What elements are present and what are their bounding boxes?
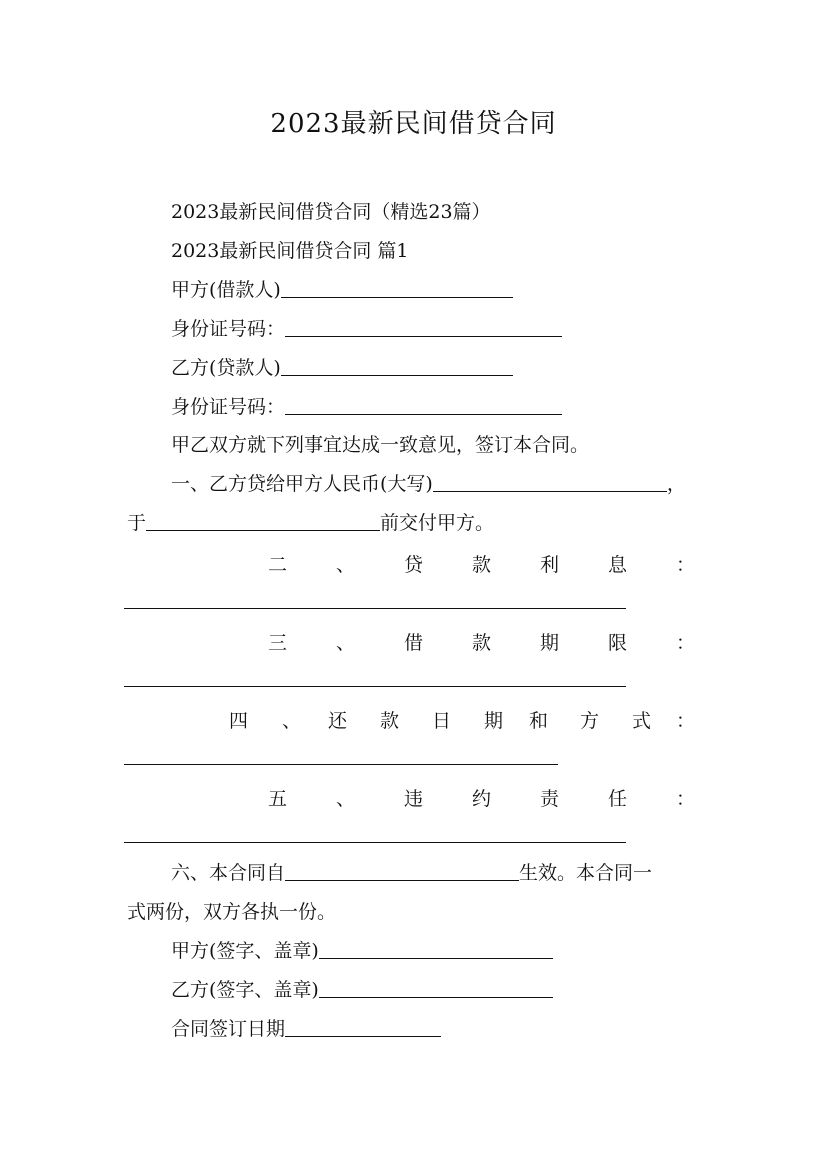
effective-blank[interactable]: [285, 862, 519, 881]
clause-2-char: 利: [540, 554, 560, 576]
party-b-label: 乙方(贷款人): [171, 357, 281, 379]
clause-4-char: 还: [328, 710, 348, 732]
clause-4-heading: [127, 706, 696, 732]
clause-5-char: 违: [404, 788, 424, 810]
clause-3-char: 期: [540, 632, 560, 654]
clause-3-char: 借: [404, 632, 424, 654]
clause-6-prefix: 六、本合同自: [171, 862, 286, 884]
party-a-blank[interactable]: [281, 279, 513, 298]
section-heading: 2023最新民间借贷合同 篇1: [171, 240, 409, 262]
clause-1-prefix: 于: [127, 512, 147, 534]
clause-4-char: 期: [484, 710, 504, 732]
sign-b-blank[interactable]: [319, 979, 553, 998]
sign-a-blank[interactable]: [319, 940, 553, 959]
clause-4-char: 方: [580, 710, 600, 732]
id-a-label: 身份证号码：: [171, 318, 286, 340]
sign-b-row: [171, 978, 553, 1002]
clause-4-char: ：: [676, 710, 696, 732]
clause-5-heading: [127, 784, 696, 810]
clause-5-char: ：: [676, 788, 696, 810]
clause-3-char: 三: [268, 632, 288, 654]
party-a-row: [171, 278, 513, 302]
id-a-blank[interactable]: [285, 318, 562, 337]
clause-2-char: 款: [472, 554, 492, 576]
party-b-row: [171, 356, 513, 380]
clause-2-char: ：: [676, 554, 696, 576]
clause-3-char: 限: [608, 632, 628, 654]
clause-6-line1: [171, 861, 652, 885]
clause-2-char: 贷: [404, 554, 424, 576]
id-b-blank[interactable]: [285, 396, 562, 415]
repayment-blank[interactable]: [124, 763, 558, 765]
sign-date-blank[interactable]: [285, 1018, 441, 1037]
clause-5-char: 任: [608, 788, 628, 810]
clause-6-suffix: 生效。本合同一: [519, 862, 653, 884]
delivery-date-blank[interactable]: [146, 512, 380, 531]
clause-6-line2: 式两份，双方各执一份。: [127, 901, 337, 923]
clause-2-heading: [127, 550, 696, 576]
clause-3-char: 、: [336, 632, 356, 654]
clause-3-heading: [127, 628, 696, 654]
agreement-intro: 甲乙双方就下列事宜达成一致意见，签订本合同。: [171, 434, 590, 456]
clause-3-char: 款: [472, 632, 492, 654]
term-blank[interactable]: [124, 685, 626, 687]
clause-1-line2: [127, 511, 494, 535]
sign-date-label: 合同签订日期: [171, 1018, 286, 1040]
clause-1-comma: ，: [666, 473, 686, 495]
id-b-label: 身份证号码：: [171, 396, 286, 418]
clause-2-char: 息: [608, 554, 628, 576]
interest-blank[interactable]: [124, 607, 626, 609]
clause-5-char: 、: [336, 788, 356, 810]
sign-b-label: 乙方(签字、盖章): [171, 979, 319, 1001]
clause-4-char: 四: [229, 710, 249, 732]
liability-blank[interactable]: [124, 841, 626, 843]
clause-4-char: 款: [380, 710, 400, 732]
clause-1-line1: [171, 472, 686, 496]
party-b-blank[interactable]: [281, 357, 513, 376]
clause-2-char: 、: [336, 554, 356, 576]
clause-1-suffix: 前交付甲方。: [380, 512, 495, 534]
clause-2-char: 二: [268, 554, 288, 576]
clause-5-char: 约: [472, 788, 492, 810]
subtitle: 2023最新民间借贷合同（精选23篇）: [171, 201, 491, 223]
clause-1-text: 一、乙方贷给甲方人民币(大写): [171, 473, 433, 495]
sign-date-row: [171, 1017, 441, 1041]
id-a-row: [171, 317, 562, 341]
clause-5-char: 五: [268, 788, 288, 810]
sign-a-label: 甲方(签字、盖章): [171, 940, 319, 962]
document-title: 2023最新民间借贷合同: [270, 109, 557, 139]
loan-amount-blank[interactable]: [433, 473, 667, 492]
clause-4-char: 和: [529, 710, 549, 732]
clause-4-char: 、: [282, 710, 302, 732]
id-b-row: [171, 395, 562, 419]
clause-4-char: 式: [632, 710, 652, 732]
sign-a-row: [171, 939, 553, 963]
clause-5-char: 责: [540, 788, 560, 810]
party-a-label: 甲方(借款人): [171, 279, 281, 301]
clause-3-char: ：: [676, 632, 696, 654]
clause-4-char: 日: [432, 710, 452, 732]
